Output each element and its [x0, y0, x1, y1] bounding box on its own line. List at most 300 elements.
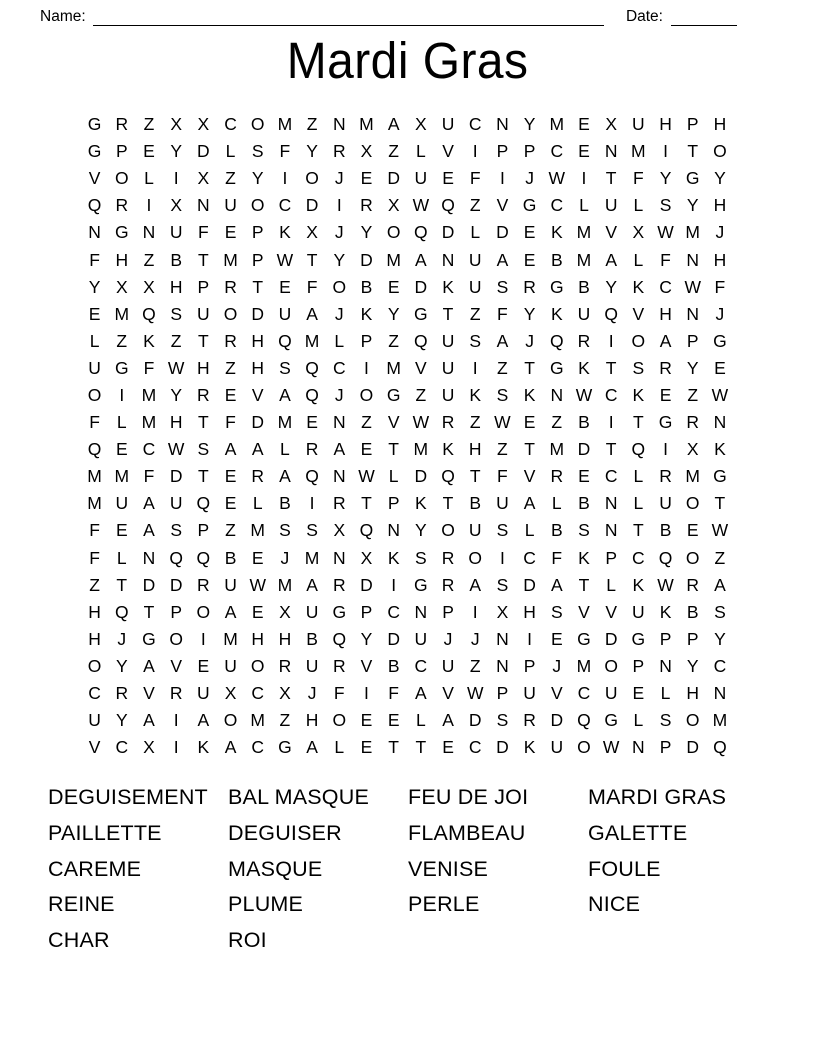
- word-list-item: CHAR: [48, 928, 110, 953]
- grid-cell: O: [250, 655, 265, 676]
- grid-cell: T: [442, 493, 454, 514]
- grid-cell: D: [360, 574, 373, 595]
- grid-cell: B: [360, 276, 373, 297]
- grid-cell: V: [415, 357, 427, 378]
- grid-cell: P: [496, 683, 509, 704]
- grid-cell: Q: [305, 384, 319, 405]
- grid-cell: Y: [605, 276, 617, 297]
- grid-cell: N: [332, 412, 346, 433]
- grid-cell: U: [604, 683, 618, 704]
- grid-cell: A: [306, 574, 318, 595]
- grid-cell: Q: [549, 330, 564, 351]
- grid-cell: Z: [225, 357, 236, 378]
- grid-cell: I: [309, 493, 315, 514]
- grid-cell: R: [577, 330, 591, 351]
- grid-cell: Y: [333, 249, 346, 270]
- grid-cell: P: [523, 141, 536, 162]
- grid-cell: Y: [686, 655, 699, 676]
- grid-cell: B: [578, 412, 590, 433]
- grid-cell: I: [581, 168, 587, 189]
- grid-cell: C: [115, 737, 129, 758]
- grid-cell: M: [114, 303, 130, 324]
- grid-cell: N: [604, 520, 618, 541]
- grid-cell: S: [279, 520, 291, 541]
- grid-cell: S: [306, 520, 318, 541]
- grid-cell: I: [173, 168, 179, 189]
- grid-cell: C: [251, 683, 265, 704]
- grid-cell: T: [687, 141, 699, 162]
- grid-cell: K: [143, 330, 155, 351]
- grid-cell: X: [605, 114, 617, 135]
- grid-cell: Q: [87, 439, 102, 460]
- grid-cell: D: [496, 737, 509, 758]
- grid-cell: M: [87, 493, 102, 514]
- grid-cell: V: [632, 303, 645, 324]
- grid-cell: H: [278, 628, 292, 649]
- grid-cell: M: [712, 710, 728, 731]
- grid-cell: Z: [170, 330, 182, 351]
- grid-cell: O: [386, 222, 401, 243]
- grid-cell: H: [686, 683, 700, 704]
- grid-cell: P: [632, 655, 645, 676]
- grid-cell: F: [660, 249, 671, 270]
- grid-cell: X: [415, 114, 427, 135]
- grid-cell: T: [143, 601, 155, 622]
- grid-cell: E: [224, 222, 237, 243]
- grid-cell: M: [250, 520, 265, 541]
- grid-cell: K: [632, 276, 645, 297]
- grid-cell: A: [659, 330, 672, 351]
- grid-cell: E: [714, 357, 726, 378]
- grid-cell: O: [250, 195, 265, 216]
- grid-cell: S: [170, 520, 182, 541]
- grid-cell: Y: [659, 168, 672, 189]
- grid-cell: Y: [686, 195, 699, 216]
- grid-cell: R: [523, 276, 536, 297]
- grid-cell: M: [386, 357, 401, 378]
- grid-cell: U: [88, 357, 101, 378]
- grid-cell: T: [252, 276, 264, 297]
- grid-cell: F: [143, 357, 155, 378]
- grid-cell: M: [277, 412, 293, 433]
- grid-row: [81, 219, 735, 246]
- grid-cell: L: [415, 141, 426, 162]
- grid-cell: S: [714, 601, 726, 622]
- grid-cell: Q: [305, 357, 319, 378]
- grid-cell: A: [143, 710, 155, 731]
- grid-cell: A: [279, 466, 291, 487]
- grid-row: [81, 734, 735, 761]
- grid-cell: D: [169, 574, 183, 595]
- grid-cell: D: [577, 439, 591, 460]
- grid-cell: J: [334, 168, 344, 189]
- grid-cell: A: [387, 114, 400, 135]
- grid-cell: Y: [115, 710, 128, 731]
- grid-cell: K: [578, 357, 590, 378]
- grid-cell: V: [170, 655, 182, 676]
- word-list-item: REINE: [48, 892, 115, 917]
- grid-cell: U: [115, 493, 129, 514]
- word-list-item: NICE: [588, 892, 641, 917]
- grid-cell: Z: [497, 357, 508, 378]
- grid-cell: R: [197, 574, 210, 595]
- grid-cell: F: [279, 141, 291, 162]
- grid-cell: Z: [469, 303, 481, 324]
- grid-cell: U: [441, 114, 455, 135]
- grid-cell: H: [251, 628, 265, 649]
- grid-cell: N: [550, 384, 564, 405]
- grid-cell: R: [550, 466, 564, 487]
- grid-cell: C: [577, 683, 591, 704]
- grid-cell: W: [466, 683, 484, 704]
- grid-cell: R: [332, 141, 346, 162]
- grid-cell: R: [169, 683, 183, 704]
- grid-cell: D: [142, 574, 156, 595]
- date-blank-line: [671, 10, 737, 26]
- word-list-item: FOULE: [588, 856, 661, 881]
- grid-cell: G: [87, 141, 102, 162]
- grid-cell: T: [632, 520, 644, 541]
- grid-cell: T: [605, 168, 617, 189]
- grid-cell: Z: [551, 412, 563, 433]
- word-list-item: MASQUE: [228, 856, 323, 881]
- grid-cell: N: [332, 114, 346, 135]
- grid-row: [81, 572, 735, 599]
- grid-cell: X: [686, 439, 699, 460]
- grid-cell: Z: [225, 520, 236, 541]
- grid-cell: A: [306, 303, 318, 324]
- grid-cell: M: [576, 655, 592, 676]
- grid-row: [81, 463, 735, 490]
- grid-cell: K: [469, 384, 482, 405]
- grid-cell: V: [605, 601, 617, 622]
- grid-cell: P: [197, 276, 210, 297]
- grid-cell: U: [169, 493, 183, 514]
- grid-cell: F: [632, 168, 644, 189]
- grid-cell: L: [633, 195, 644, 216]
- grid-cell: E: [306, 412, 318, 433]
- word-list-item: PERLE: [408, 892, 480, 917]
- grid-cell: G: [278, 737, 292, 758]
- grid-cell: A: [306, 737, 318, 758]
- grid-cell: R: [278, 655, 292, 676]
- grid-cell: O: [305, 168, 319, 189]
- grid-cell: O: [250, 114, 265, 135]
- grid-cell: M: [685, 222, 700, 243]
- grid-cell: P: [523, 655, 536, 676]
- grid-cell: N: [142, 222, 156, 243]
- grid-cell: J: [334, 222, 344, 243]
- grid-cell: U: [632, 601, 645, 622]
- word-list-column: [408, 780, 588, 958]
- grid-cell: P: [251, 222, 264, 243]
- grid-cell: K: [578, 547, 590, 568]
- grid-cell: N: [496, 628, 509, 649]
- grid-cell: X: [197, 114, 210, 135]
- grid-cell: Y: [523, 303, 536, 324]
- grid-cell: G: [414, 303, 428, 324]
- grid-cell: K: [523, 737, 536, 758]
- grid-cell: Y: [360, 222, 373, 243]
- grid-cell: L: [116, 547, 127, 568]
- grid-cell: I: [472, 141, 478, 162]
- grid-cell: K: [442, 439, 454, 460]
- grid-cell: H: [523, 601, 536, 622]
- grid-cell: I: [391, 574, 397, 595]
- grid-cell: A: [279, 384, 291, 405]
- grid-cell: H: [468, 439, 482, 460]
- grid-cell: T: [306, 249, 318, 270]
- grid-cell: R: [686, 412, 700, 433]
- grid-cell: M: [576, 249, 592, 270]
- grid-cell: C: [278, 195, 292, 216]
- grid-cell: W: [575, 384, 593, 405]
- grid-cell: R: [224, 276, 237, 297]
- grid-cell: A: [143, 520, 155, 541]
- grid-cell: A: [523, 493, 536, 514]
- grid-cell: H: [88, 628, 101, 649]
- grid-cell: R: [115, 683, 129, 704]
- grid-cell: Q: [414, 222, 428, 243]
- grid-cell: K: [632, 384, 645, 405]
- grid-row: [81, 355, 735, 382]
- grid-cell: Y: [115, 655, 128, 676]
- grid-cell: R: [224, 330, 237, 351]
- grid-cell: P: [197, 520, 210, 541]
- grid-cell: K: [550, 222, 563, 243]
- grid-row: [81, 436, 735, 463]
- grid-cell: A: [415, 249, 427, 270]
- grid-cell: O: [577, 737, 591, 758]
- grid-cell: M: [549, 439, 565, 460]
- grid-cell: M: [549, 114, 565, 135]
- grid-cell: O: [685, 493, 700, 514]
- grid-cell: N: [414, 601, 428, 622]
- word-list-column: [588, 780, 768, 958]
- grid-cell: S: [496, 574, 509, 595]
- grid-cell: O: [332, 276, 347, 297]
- grid-cell: V: [88, 168, 101, 189]
- grid-cell: V: [550, 683, 563, 704]
- grid-cell: L: [225, 141, 236, 162]
- grid-cell: L: [89, 330, 100, 351]
- grid-cell: I: [364, 357, 369, 378]
- grid-cell: J: [470, 628, 480, 649]
- grid-cell: R: [332, 574, 346, 595]
- grid-cell: U: [441, 384, 455, 405]
- grid-cell: I: [119, 384, 125, 405]
- grid-cell: O: [114, 168, 129, 189]
- grid-cell: J: [443, 628, 453, 649]
- grid-cell: U: [496, 493, 509, 514]
- grid-cell: L: [606, 574, 617, 595]
- grid-cell: Y: [170, 384, 182, 405]
- grid-cell: B: [578, 276, 590, 297]
- grid-cell: U: [550, 737, 564, 758]
- grid-cell: I: [608, 412, 614, 433]
- grid-cell: L: [334, 737, 345, 758]
- grid-cell: U: [224, 195, 237, 216]
- grid-cell: C: [88, 683, 101, 704]
- grid-cell: E: [578, 466, 590, 487]
- word-list: [48, 780, 768, 958]
- grid-cell: E: [360, 737, 373, 758]
- grid-cell: S: [496, 710, 509, 731]
- grid-cell: G: [713, 330, 727, 351]
- grid-cell: S: [659, 195, 672, 216]
- grid-cell: M: [359, 114, 374, 135]
- grid-cell: F: [89, 412, 100, 433]
- grid-cell: L: [470, 222, 481, 243]
- grid-cell: C: [224, 114, 237, 135]
- grid-cell: U: [441, 655, 455, 676]
- grid-cell: B: [550, 520, 563, 541]
- grid-row: [81, 707, 735, 734]
- grid-cell: E: [224, 466, 237, 487]
- grid-cell: L: [524, 520, 535, 541]
- grid-cell: K: [523, 384, 536, 405]
- grid-cell: Z: [143, 249, 155, 270]
- grid-row: [81, 111, 735, 138]
- grid-cell: Q: [414, 330, 428, 351]
- grid-cell: S: [659, 710, 672, 731]
- grid-cell: R: [523, 710, 536, 731]
- grid-cell: W: [657, 574, 674, 595]
- grid-cell: U: [197, 683, 210, 704]
- grid-cell: Y: [714, 168, 726, 189]
- grid-row: [81, 328, 735, 355]
- grid-row: [81, 409, 735, 436]
- grid-cell: R: [115, 114, 129, 135]
- grid-cell: X: [360, 547, 373, 568]
- grid-cell: G: [522, 195, 537, 216]
- grid-cell: G: [577, 628, 591, 649]
- grid-cell: M: [141, 384, 157, 405]
- grid-cell: D: [414, 466, 428, 487]
- grid-cell: K: [279, 222, 291, 243]
- grid-cell: K: [197, 737, 210, 758]
- grid-cell: G: [142, 628, 156, 649]
- grid-row: [81, 274, 735, 301]
- grid-cell: W: [602, 737, 620, 758]
- grid-cell: L: [280, 439, 290, 460]
- grid-cell: Q: [359, 520, 374, 541]
- page-header: [40, 7, 737, 27]
- grid-cell: S: [632, 357, 645, 378]
- grid-cell: V: [143, 683, 155, 704]
- grid-cell: F: [197, 222, 209, 243]
- grid-cell: C: [387, 601, 400, 622]
- grid-cell: N: [713, 412, 727, 433]
- grid-cell: P: [605, 547, 617, 568]
- puzzle-title: [0, 33, 816, 89]
- grid-cell: Q: [278, 330, 292, 351]
- grid-cell: E: [115, 439, 128, 460]
- grid-cell: P: [170, 601, 182, 622]
- grid-cell: W: [358, 466, 375, 487]
- grid-cell: J: [552, 655, 562, 676]
- grid-cell: X: [170, 114, 182, 135]
- grid-cell: F: [497, 466, 508, 487]
- grid-cell: O: [441, 520, 455, 541]
- grid-cell: U: [278, 303, 292, 324]
- grid-cell: D: [686, 737, 700, 758]
- grid-cell: D: [496, 222, 509, 243]
- grid-cell: N: [88, 222, 101, 243]
- grid-cell: E: [88, 303, 101, 324]
- grid-cell: L: [660, 683, 671, 704]
- grid-cell: C: [604, 466, 618, 487]
- word-list-column: [48, 780, 228, 958]
- grid-cell: Y: [714, 628, 726, 649]
- grid-cell: S: [550, 601, 563, 622]
- grid-cell: N: [659, 655, 672, 676]
- grid-cell: L: [579, 195, 589, 216]
- grid-cell: E: [224, 384, 237, 405]
- grid-cell: H: [115, 249, 129, 270]
- grid-cell: N: [604, 141, 618, 162]
- grid-cell: L: [551, 493, 562, 514]
- grid-cell: K: [415, 493, 427, 514]
- grid-cell: T: [469, 466, 481, 487]
- grid-cell: S: [496, 276, 509, 297]
- grid-cell: E: [224, 493, 237, 514]
- grid-cell: K: [714, 439, 726, 460]
- grid-cell: W: [412, 195, 430, 216]
- grid-cell: A: [496, 249, 509, 270]
- grid-cell: A: [469, 574, 482, 595]
- grid-cell: N: [142, 547, 156, 568]
- grid-cell: Q: [114, 601, 129, 622]
- grid-cell: C: [251, 737, 265, 758]
- grid-cell: D: [550, 710, 564, 731]
- grid-cell: I: [499, 168, 505, 189]
- grid-cell: H: [251, 357, 265, 378]
- grid-cell: G: [549, 357, 564, 378]
- grid-cell: W: [494, 412, 511, 433]
- grid-cell: Q: [604, 303, 618, 324]
- grid-cell: L: [415, 710, 426, 731]
- grid-cell: C: [414, 655, 428, 676]
- grid-cell: S: [496, 384, 509, 405]
- grid-cell: Z: [415, 384, 427, 405]
- grid-cell: L: [252, 493, 263, 514]
- grid-cell: V: [523, 466, 536, 487]
- grid-cell: T: [361, 493, 372, 514]
- grid-cell: B: [224, 547, 237, 568]
- word-list-item: PAILLETTE: [48, 821, 162, 846]
- grid-cell: T: [605, 357, 617, 378]
- grid-cell: G: [658, 412, 673, 433]
- grid-cell: B: [387, 655, 400, 676]
- grid-cell: U: [523, 683, 536, 704]
- grid-cell: E: [251, 547, 264, 568]
- grid-cell: A: [550, 574, 563, 595]
- grid-cell: K: [632, 574, 645, 595]
- grid-cell: Z: [469, 655, 481, 676]
- grid-cell: A: [714, 574, 726, 595]
- grid-cell: T: [197, 330, 209, 351]
- grid-cell: T: [524, 439, 535, 460]
- grid-cell: T: [442, 303, 454, 324]
- grid-cell: Q: [305, 466, 319, 487]
- grid-cell: Y: [360, 628, 373, 649]
- grid-cell: Y: [415, 520, 427, 541]
- grid-cell: O: [468, 547, 483, 568]
- grid-cell: G: [604, 710, 618, 731]
- grid-cell: N: [332, 547, 346, 568]
- grid-row: [81, 490, 735, 517]
